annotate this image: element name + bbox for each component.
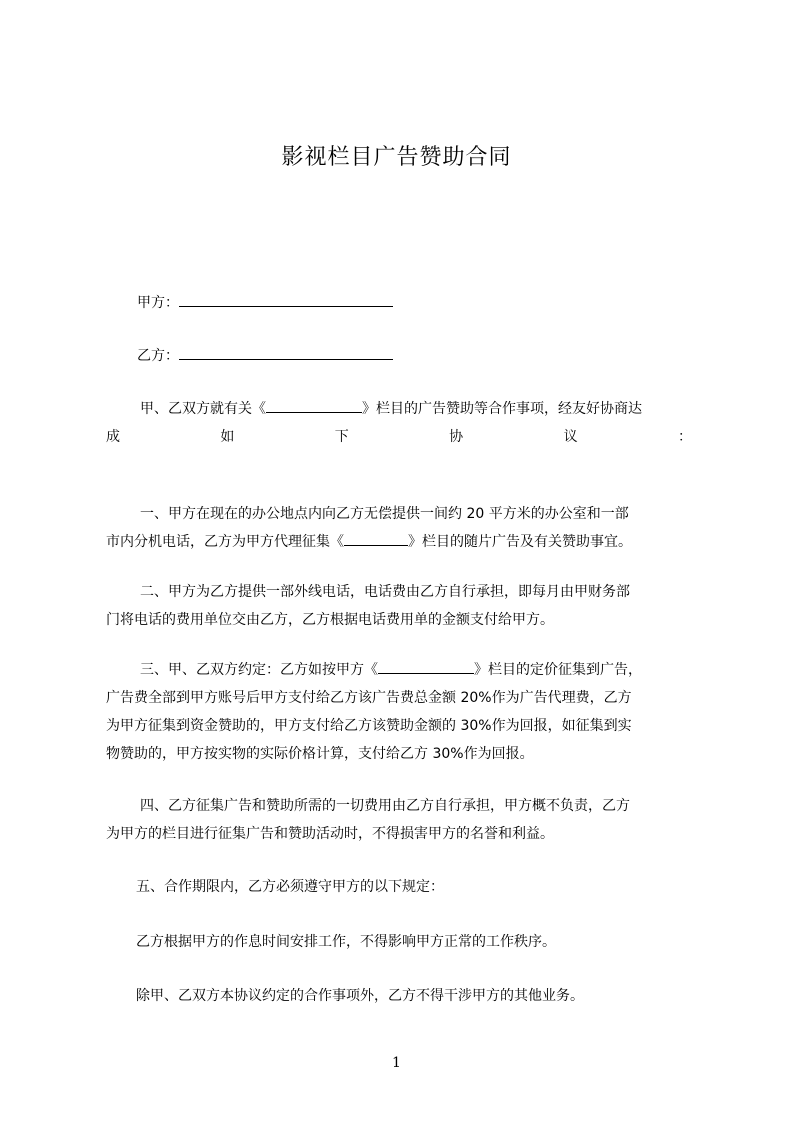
intro-line-1: 甲、乙双方就有关《 》栏目的广告赞助等合作事项，经友好协商达 [106,395,700,423]
clause-1-line-2: 市内分机电话，乙方为甲方代理征集《 》栏目的随片广告及有关赞助事宜。 [106,528,700,556]
clause-1: 一、甲方在现在的办公地点内向乙方无偿提供一间约 20 平方米的办公室和一部 市内分机电话，乙方为甲方代理征集《 》栏目的随片广告及有关赞助事宜。 [106,500,700,556]
page-number: 1 [392,1055,401,1071]
clause-3: 三、甲、乙双方约定：乙方如按甲方《 》栏目的定价征集到广告， 广告费全部到甲方账号后甲方支付给乙方该广告费总金额 20%作为广告代理费，乙方 为甲方征集到资金赞助的，甲方支付给乙方该赞助金额的 30%作为回报，如征集到实 物赞助的，甲方按实物的实际价格计算，支付给乙方 30%作为回报。 [106,656,700,768]
party-a-blank [179,292,393,307]
clause-4: 四、乙方征集广告和赞助所需的一切费用由乙方自行承担，甲方概不负责，乙方 为甲方的栏目进行征集广告和赞助活动时，不得损害甲方的名誉和利益。 [106,798,630,842]
intro-program-blank [266,398,362,413]
party-a-line [137,292,393,313]
clause-5-item-2: 除甲、乙双方本协议约定的合作事项外，乙方不得干涉甲方的其他业务。 [136,988,584,1004]
clause-3-program-blank [378,659,474,674]
clause-2: 二、甲方为乙方提供一部外线电话，电话费由乙方自行承担，即每月由甲财务部 门将电话的费用单位交由乙方，乙方根据电话费用单的金额支付给甲方。 [106,584,630,628]
party-b-label: 乙方： [137,348,179,364]
clause-3-line-1: 三、甲、乙双方约定：乙方如按甲方《 》栏目的定价征集到广告， [106,656,700,684]
intro-paragraph [106,395,700,451]
intro-line-2: 成 如 下 协 议 ： [106,429,692,445]
document-title: 影视栏目广告赞助合同 [281,145,512,170]
clause-5-heading: 五、合作期限内，乙方必须遵守甲方的以下规定： [136,879,444,895]
party-a-label: 甲方： [137,295,179,311]
clause-1-program-blank [344,531,408,546]
party-b-blank [179,345,393,360]
party-b-line [137,345,393,366]
clause-5-item-1: 乙方根据甲方的作息时间安排工作，不得影响甲方正常的工作秩序。 [136,934,556,950]
